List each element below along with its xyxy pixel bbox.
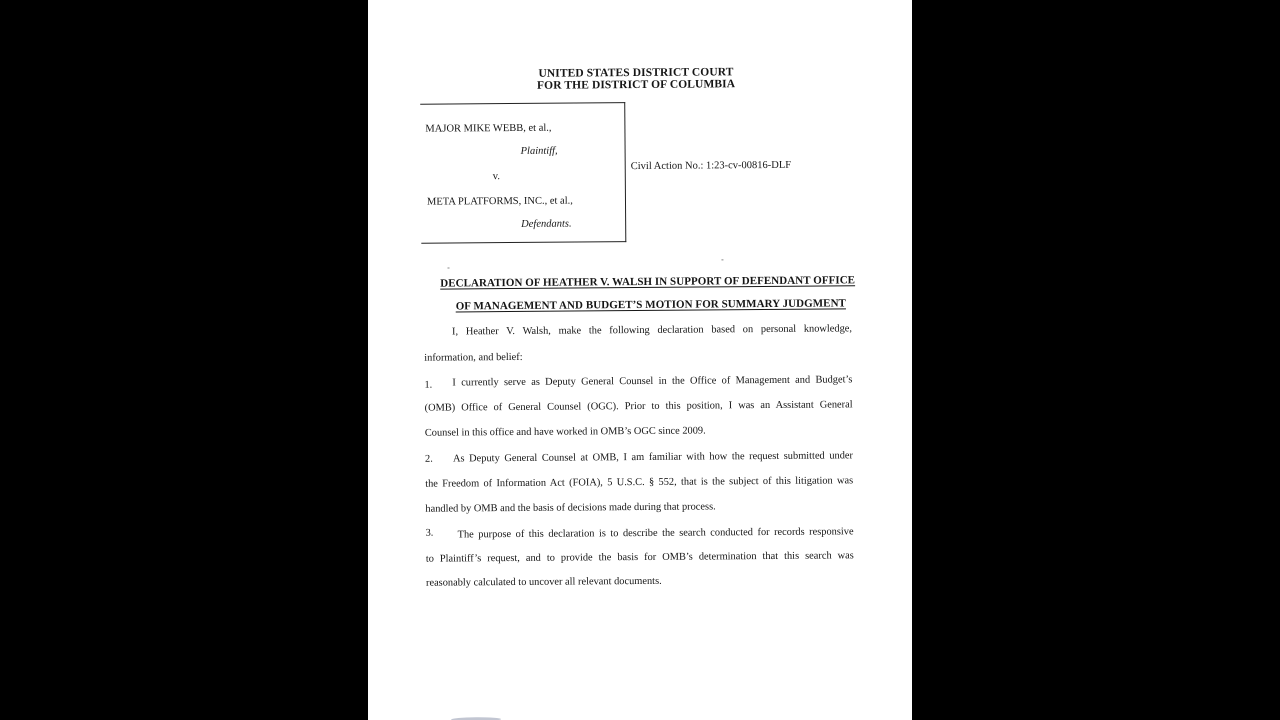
defendant-name: META PLATFORMS, INC., et al., — [426, 195, 573, 208]
intro-line: I, Heather V. Walsh, make the following declaration based on personal knowledge, — [451, 323, 853, 338]
document-content — [368, 0, 912, 720]
paragraph-line: Counsel in this office and have worked in OMB’s OGC since 2009. — [424, 425, 706, 439]
paragraph-line: reasonably calculated to uncover all relevant documents. — [425, 575, 662, 589]
paragraph-line: I currently serve as Deputy General Counsel in the Office of Management and Budget’s — [452, 374, 853, 389]
paragraph-line: handled by OMB and the basis of decisions made during that process. — [425, 501, 716, 515]
paragraph-line: As Deputy General Counsel at OMB, I am familiar with how the request submitted under — [452, 450, 854, 465]
defendant-role: Defendants. — [521, 218, 572, 230]
versus-label: v. — [492, 171, 501, 183]
scan-speck — [721, 259, 723, 260]
document-page — [368, 0, 912, 720]
declaration-heading-line-1: DECLARATION OF HEATHER V. WALSH IN SUPPORT OF DEFENDANT OFFICE — [440, 274, 856, 290]
paragraph-line: the Freedom of Information Act (FOIA), 5 U.S.C. § 552, that is the subject of this litigation was — [425, 475, 854, 490]
court-name-line-1: UNITED STATES DISTRICT COURT — [538, 66, 734, 80]
paragraph-number: 1. — [424, 379, 433, 391]
plaintiff-name: MAJOR MIKE WEBB, et al., — [425, 122, 552, 135]
plaintiff-role: Plaintiff, — [520, 145, 558, 157]
paragraph-number: 3. — [425, 527, 434, 539]
scan-speck — [448, 267, 450, 268]
court-name-line-2: FOR THE DISTRICT OF COLUMBIA — [536, 78, 736, 92]
case-caption-box — [420, 102, 626, 244]
civil-action-number: Civil Action No.: 1:23-cv-00816-DLF — [630, 159, 792, 173]
paragraph-line: to Plaintiff’s request, and to provide the basis for OMB’s determination that this search was — [425, 550, 854, 565]
paragraph-number: 2. — [424, 453, 433, 465]
declaration-heading-line-2: OF MANAGEMENT AND BUDGET’S MOTION FOR SUMMARY JUDGMENT — [455, 297, 846, 313]
paragraph-line: (OMB) Office of General Counsel (OGC). Prior to this position, I was an Assistant General — [424, 399, 853, 414]
paragraph-line: The purpose of this declaration is to describe the search conducted for records responsive — [457, 526, 854, 541]
intro-line: information, and belief: — [424, 351, 523, 364]
